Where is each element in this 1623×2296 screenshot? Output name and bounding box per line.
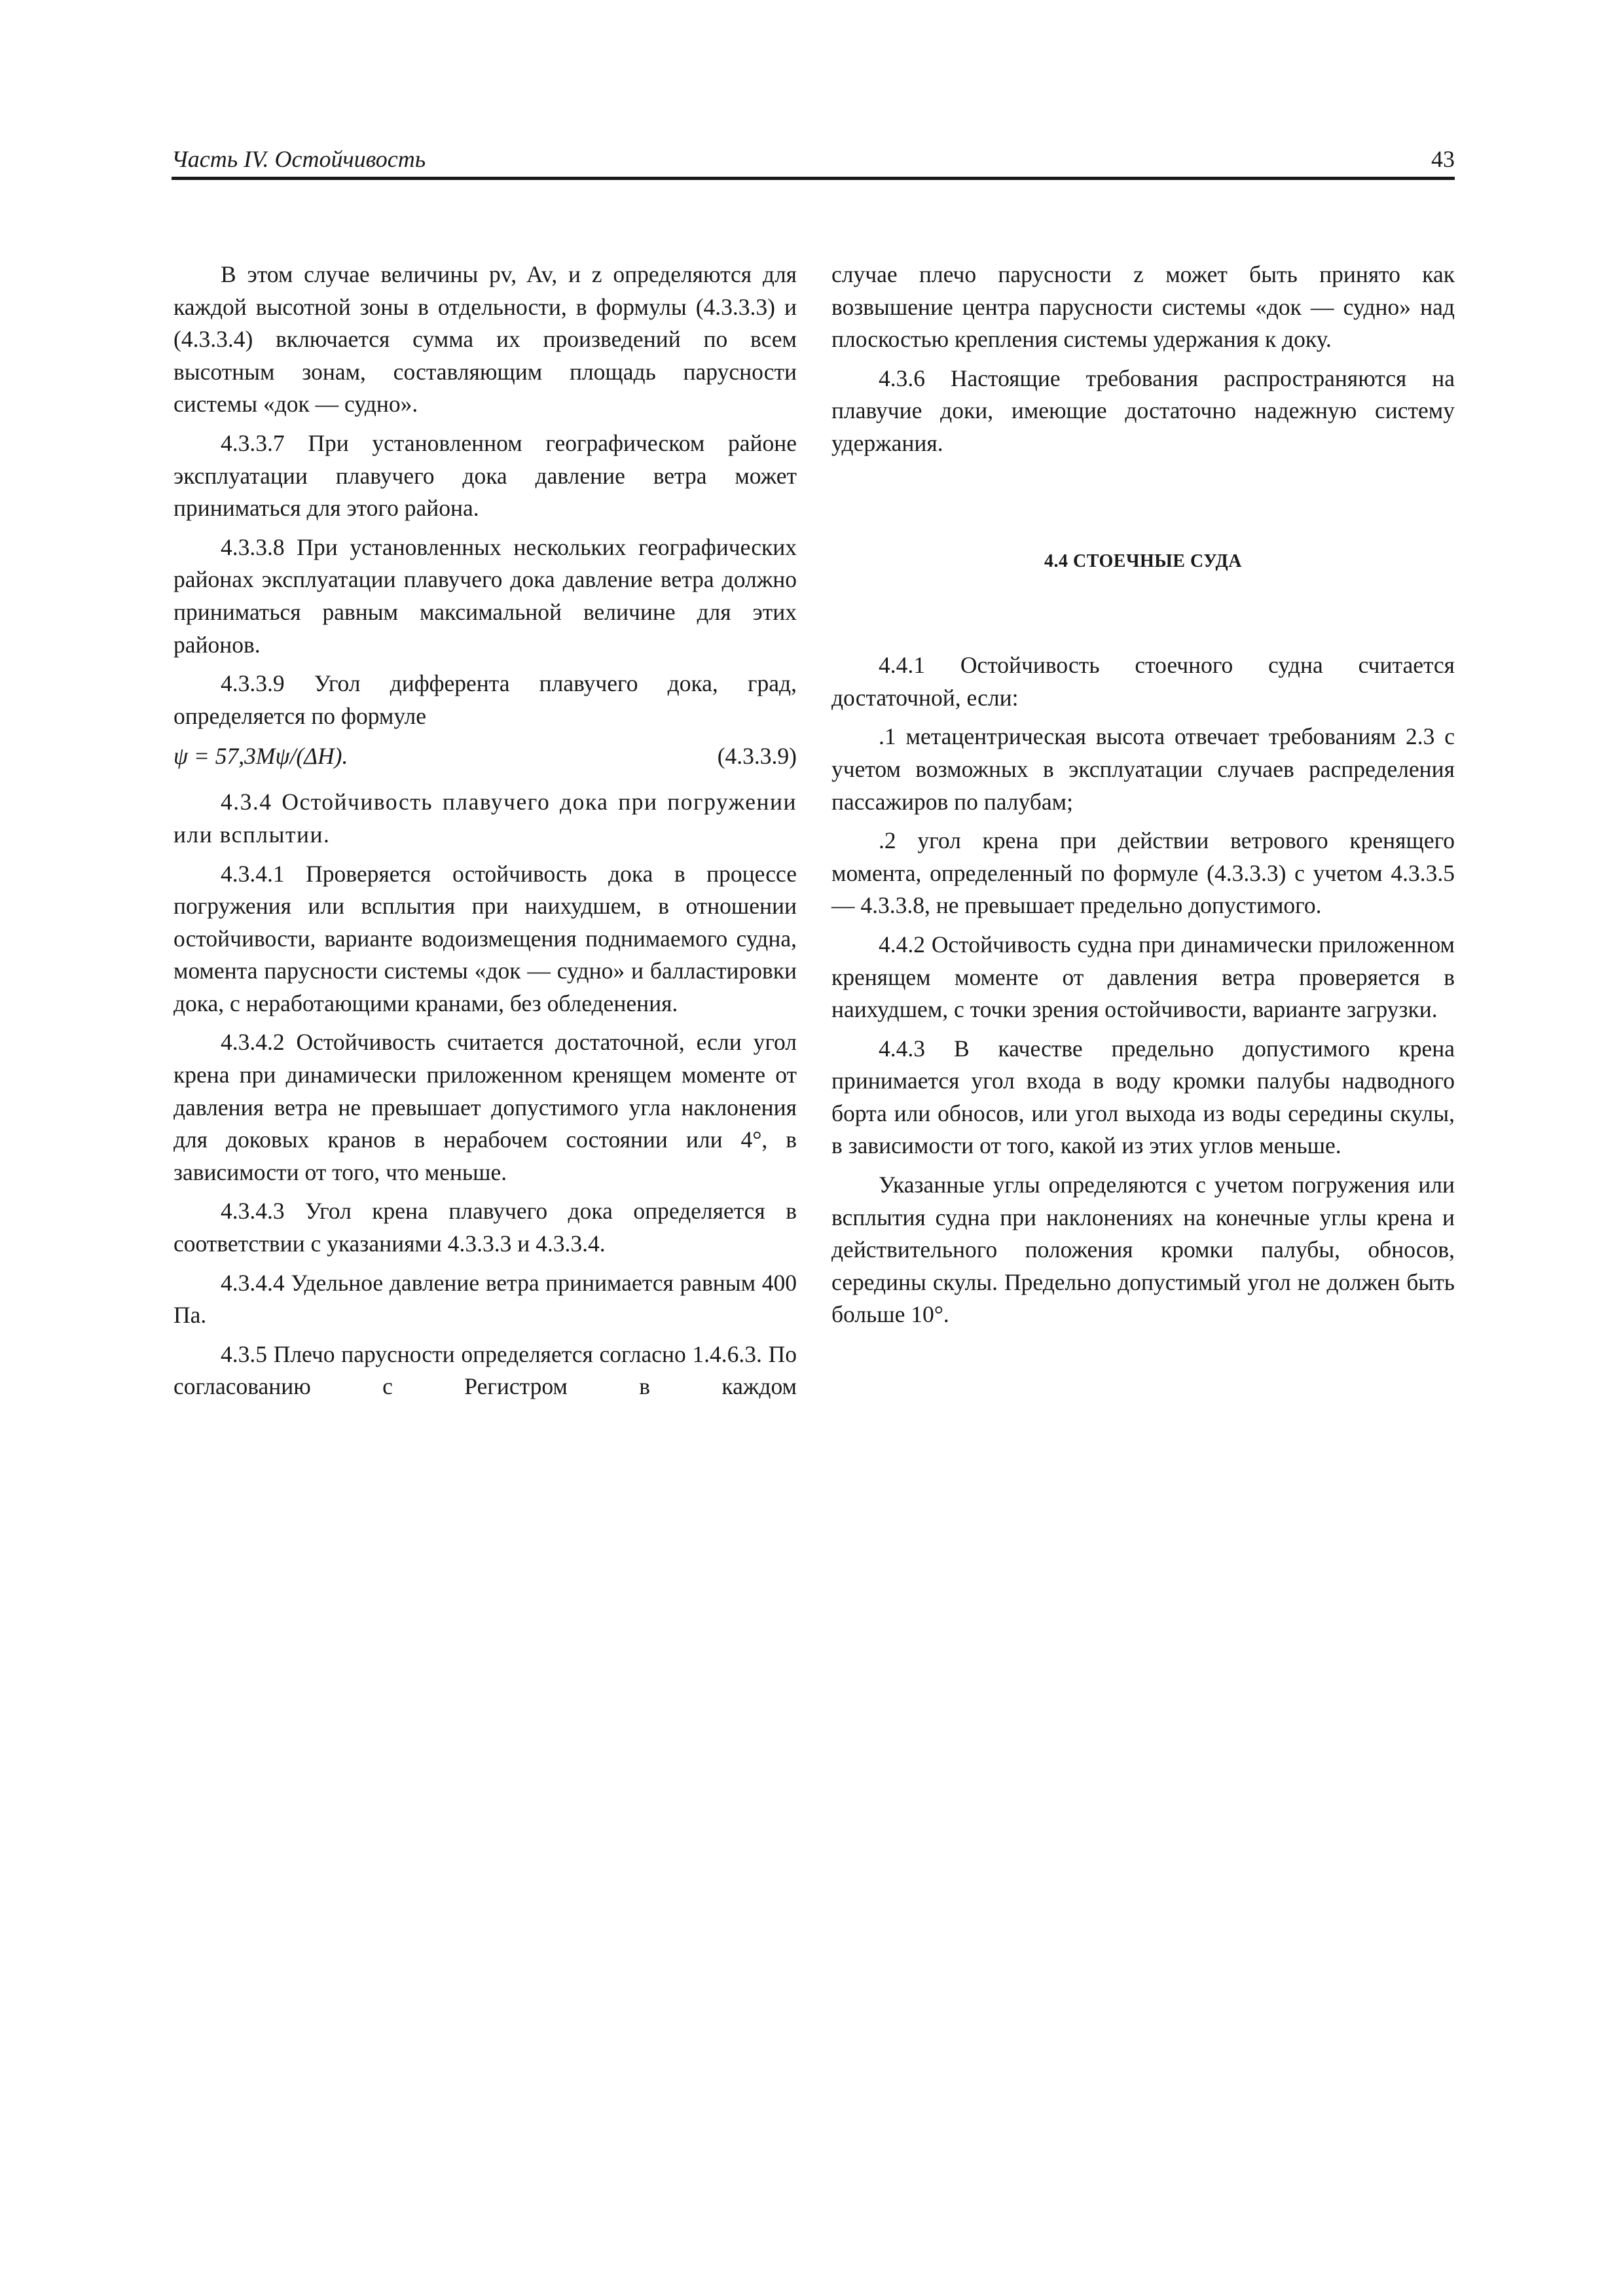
section-title: 4.4 СТОЕЧНЫЕ СУДА	[1044, 550, 1243, 571]
page-header	[172, 145, 1455, 180]
paragraph: 4.3.3.8 При установленных нескольких географических районах эксплуатации плавучего дока давление ветра должно приниматься равным максимальной величине для этих районов.	[173, 533, 797, 658]
paragraph: 4.3.4.2 Остойчивость считается достаточной, если угол крена при динамически приложенном кренящем моменте от давления ветра не превышает допустимого угла наклонения для доковых кранов в нерабочем состоянии или 4°, в зависимости от того, что меньше.	[173, 1029, 797, 1185]
paragraph: 4.4.1 Остойчивость стоечного судна считается достаточной, если:	[831, 652, 1455, 711]
paragraph: 4.4.3 В качестве предельно допустимого крена принимается угол входа в воду кромки палубы надводного борта или обносов, или угол выхода из воды середины скулы, в зависимости от того, какой из этих углов меньше.	[831, 1035, 1455, 1159]
paragraph: 4.3.5 Плечо парусности определяется согласно 1.4.6.3. По согласованию с Регистром в каждом	[173, 1340, 797, 1400]
left-column	[173, 259, 797, 1410]
formula	[173, 740, 797, 773]
page-number: 43	[1431, 146, 1455, 172]
paragraph: В этом случае величины pv, Av, и z определяются для каждой высотной зоны в отдельности, в формулы (4.3.3.3) и (4.3.3.4) включается сумма их произведений по всем высотным зонам, составляющим площадь парусности системы «док — судно».	[173, 261, 797, 418]
paragraph: .2 угол крена при действии ветрового кренящего момента, определенный по формуле (4.3.3.3) с учетом 4.3.3.5 — 4.3.3.8, не превышает предельно допустимого.	[831, 827, 1455, 919]
formula-number: (4.3.3.9)	[717, 743, 797, 770]
formula-expression: ψ = 57,3Mψ/(ΔH).	[173, 743, 348, 770]
paragraph: 4.3.4 Остойчивость плавучего дока при погружении или всплытии.	[173, 789, 797, 848]
running-title: Часть IV. Остойчивость	[172, 146, 426, 172]
paragraph: .1 метацентрическая высота отвечает требованиям 2.3 с учетом возможных в эксплуатации случаев распределения пассажиров по палубам;	[831, 723, 1455, 815]
paragraph: 4.3.4.3 Угол крена плавучего дока определяется в соответствии с указаниями 4.3.3.3 и 4.3.3.4.	[173, 1198, 797, 1257]
paragraph: 4.3.3.9 Угол дифферента плавучего дока, град, определяется по формуле	[173, 670, 797, 729]
paragraph: случае плечо парусности z может быть принято как возвышение центра парусности системы «док — судно» над плоскостью крепления системы удержания к доку.	[831, 261, 1455, 353]
paragraph: 4.3.3.7 При установленном географическом районе эксплуатации плавучего дока давление ветра может приниматься для этого района.	[173, 429, 797, 522]
paragraph: 4.4.2 Остойчивость судна при динамически приложенном кренящем моменте от давления ветра проверяется в наихудшем, с точки зрения остойчивости, варианте загрузки.	[831, 931, 1455, 1023]
paragraph: 4.3.4.4 Удельное давление ветра принимается равным 400 Па.	[173, 1269, 797, 1329]
paragraph: 4.3.4.1 Проверяется остойчивость дока в процессе погружения или всплытия при наихудшем, в отношении остойчивости, варианте водоизмещения поднимаемого судна, момента парусности системы «док — судно» и балластировки дока, с неработающими кранами, без обледенения.	[173, 860, 797, 1016]
paragraph: Указанные углы определяются с учетом погружения или всплытия судна при наклонениях на конечные углы крена и действительного положения кромки палубы, обносов, середины скулы. Предельно допустимый угол не должен быть больше 10°.	[831, 1172, 1455, 1328]
right-column	[831, 259, 1455, 1338]
paragraph: 4.3.6 Настоящие требования распространяются на плавучие доки, имеющие достаточно надежную систему удержания.	[831, 365, 1455, 456]
